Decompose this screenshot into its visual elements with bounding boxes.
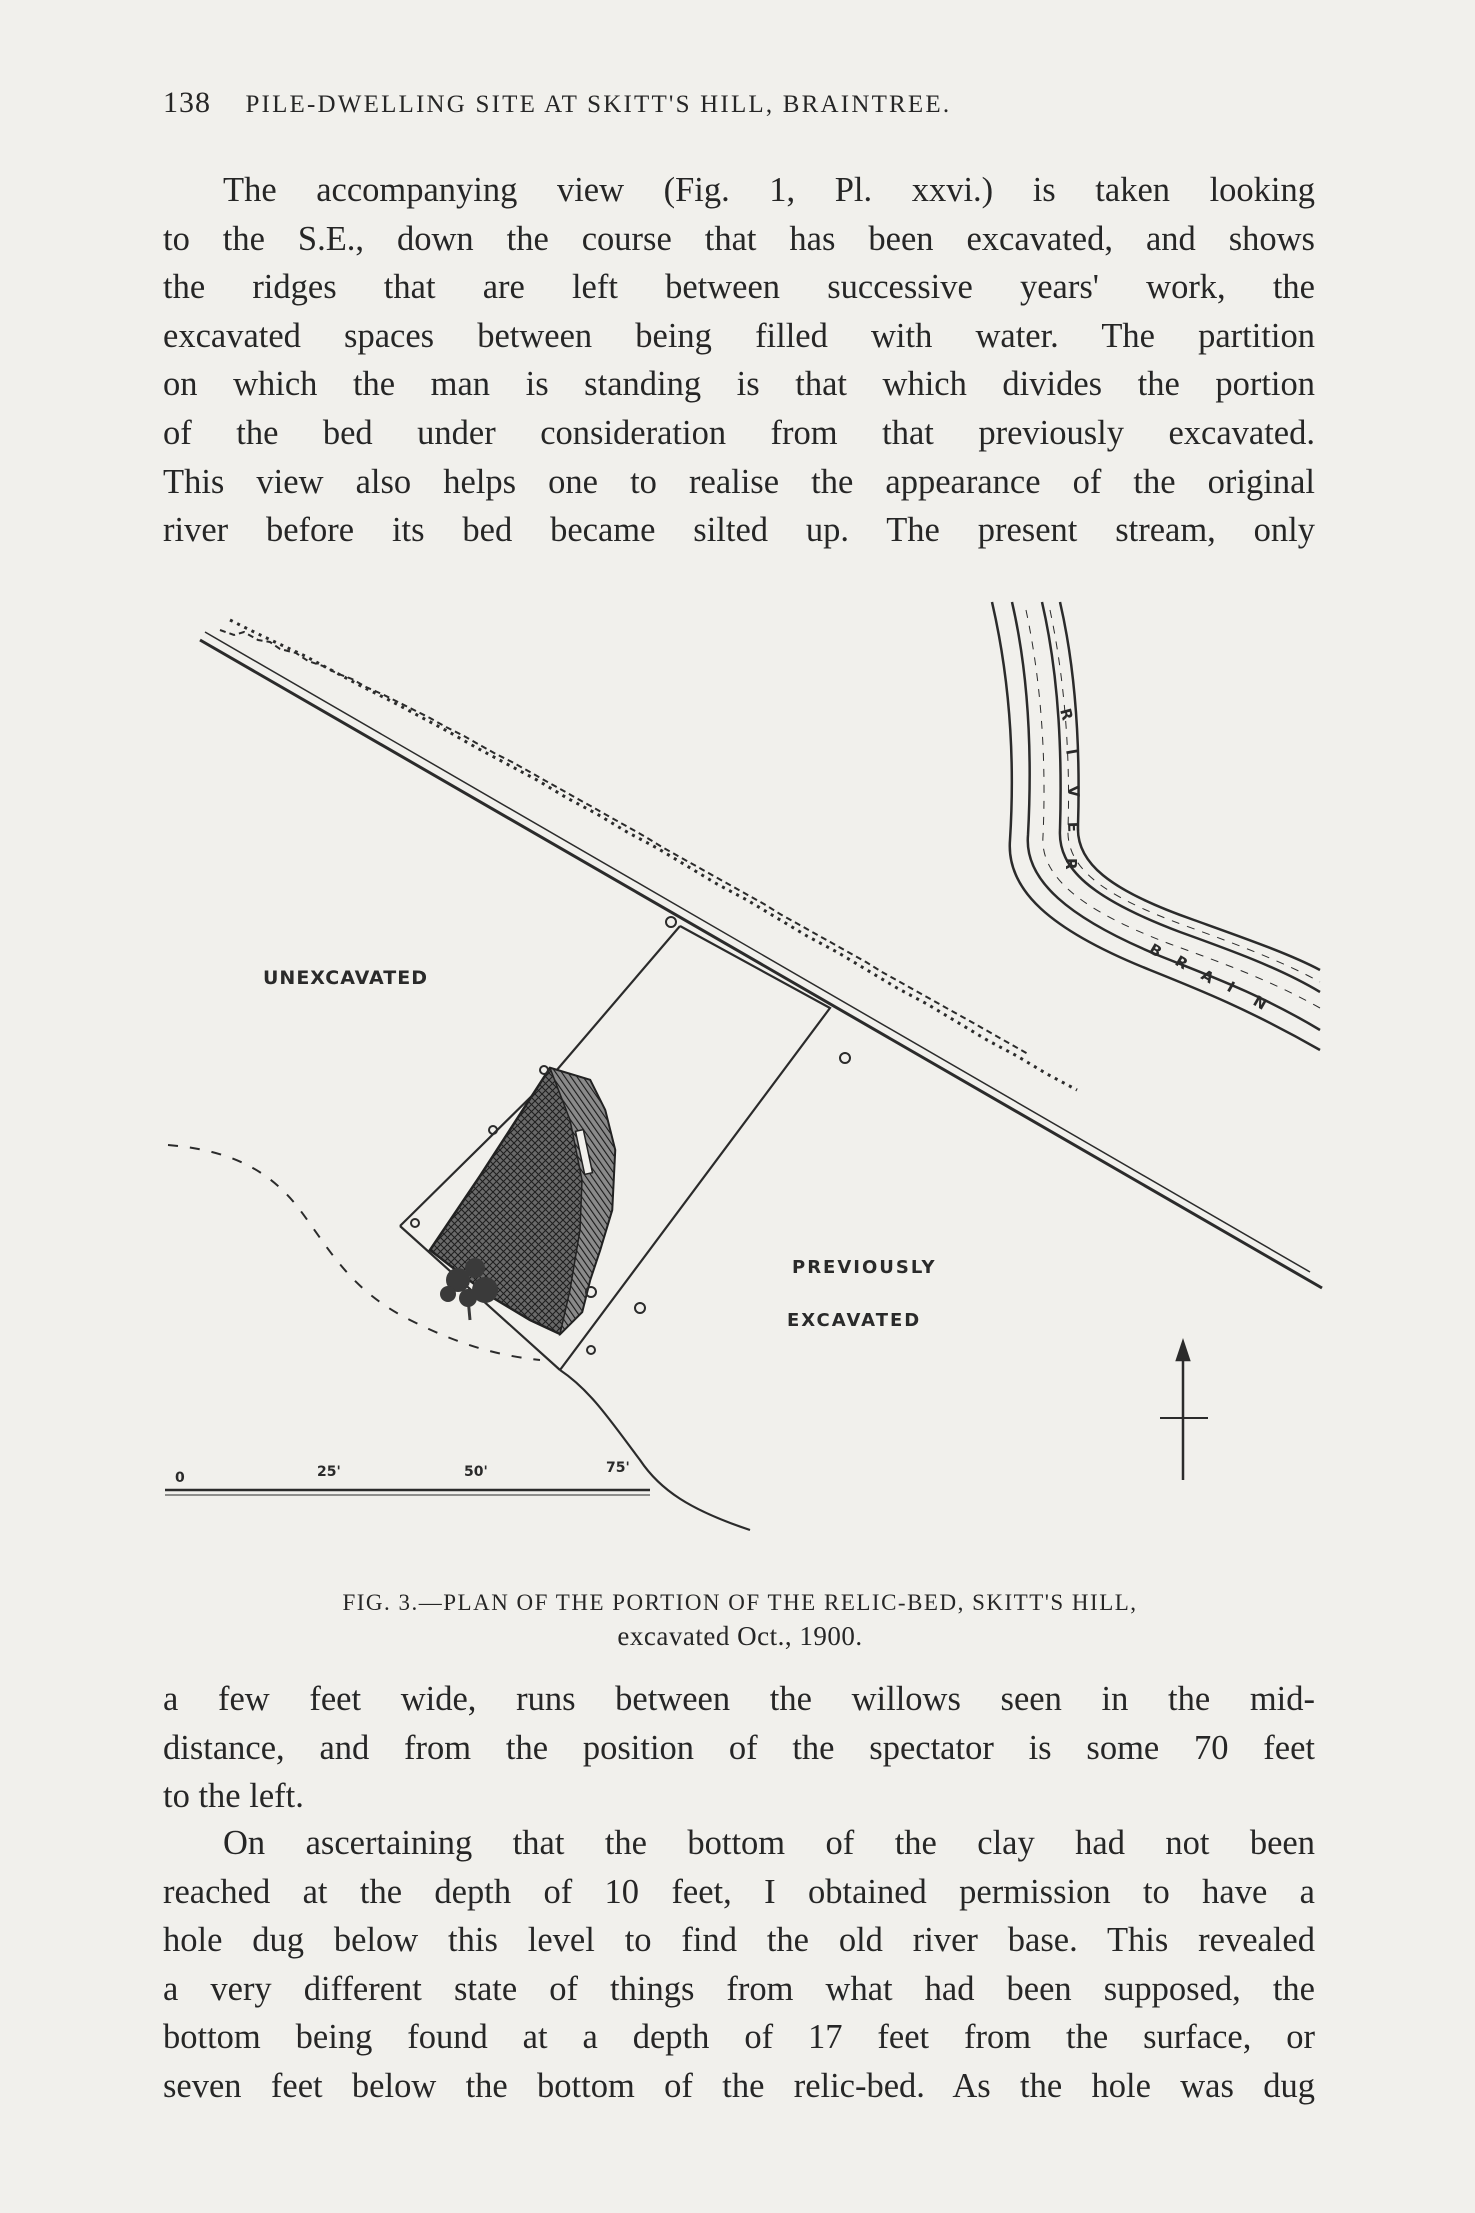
text-line: a few feet wide, runs between the willows seen in the mid- [163, 1680, 1315, 1718]
paragraph-1 [163, 166, 1315, 555]
brain-letter: N [1250, 991, 1270, 1014]
text-line: On ascertaining that the bottom of the clay had not been [223, 1824, 1315, 1862]
text-line: hole dug below this level to find the old river base. This revealed [163, 1921, 1315, 1960]
brain-letter: I [1224, 977, 1238, 997]
scale-tick: 50' [464, 1464, 488, 1480]
scale-tick: 0 [175, 1470, 185, 1486]
text-line: on which the man is standing is that which divides the portion [163, 365, 1315, 404]
previously-label: PREVIOUSLY [792, 1257, 937, 1278]
text-line: to the S.E., down the course that has been excavated, and shows [163, 219, 1315, 258]
river-letter: R [1062, 858, 1080, 870]
text-line: distance, and from the position of the spectator is some 70 feet [163, 1728, 1315, 1767]
brain-letter: B [1146, 939, 1165, 962]
text-line: The accompanying view (Fig. 1, Pl. xxvi.) is taken looking [223, 171, 1315, 209]
running-title: PILE-DWELLING SITE AT SKITT'S HILL, BRAINTREE. [245, 91, 952, 118]
figure-3-plan [150, 590, 1330, 1560]
excavated-label: EXCAVATED [787, 1310, 922, 1331]
river-letter: I [1062, 747, 1081, 757]
river-letter: R [1056, 706, 1077, 723]
text-line: river before its bed became silted up. The present stream, only [163, 511, 1315, 550]
running-head [163, 86, 1323, 120]
text-line: to the left. [163, 1777, 304, 1816]
text-line: a very different state of things from what had been supposed, the [163, 1969, 1315, 2008]
river-brain [992, 602, 1320, 1050]
text-line: the ridges that are left between successive years' work, the [163, 268, 1315, 307]
scale-tick: 75' [606, 1460, 630, 1476]
text-line: of the bed under consideration from that previously excavated. [163, 413, 1315, 452]
lower-boundary [560, 1370, 750, 1530]
river-letter: V [1064, 784, 1083, 798]
text-line: bottom being found at a depth of 17 feet from the surface, or [163, 2018, 1315, 2057]
figure-caption: FIG. 3.—PLAN OF THE PORTION OF THE RELIC-BED, SKITT'S HILL, [342, 1590, 1138, 1615]
brain-letter: R [1172, 951, 1192, 974]
text-line: reached at the depth of 10 feet, I obtained permission to have a [163, 1872, 1315, 1911]
figure-caption-date: excavated Oct., 1900. [617, 1621, 863, 1651]
brain-letter: A [1198, 965, 1218, 988]
scale-tick: 25' [317, 1464, 341, 1480]
page-number: 138 [163, 86, 211, 119]
scale-bar [165, 1460, 650, 1495]
text-line: seven feet below the bottom of the relic-bed. As the hole was dug [163, 2066, 1315, 2105]
text-line: excavated spaces between being filled with water. The partition [163, 316, 1315, 355]
north-arrow-icon [1160, 1342, 1208, 1480]
paragraph-2 [163, 1675, 1315, 1821]
text-line: This view also helps one to realise the appearance of the original [163, 462, 1315, 501]
river-letter: E [1064, 821, 1083, 833]
unexcavated-label: UNEXCAVATED [263, 967, 428, 989]
paragraph-3 [163, 1819, 1315, 2111]
